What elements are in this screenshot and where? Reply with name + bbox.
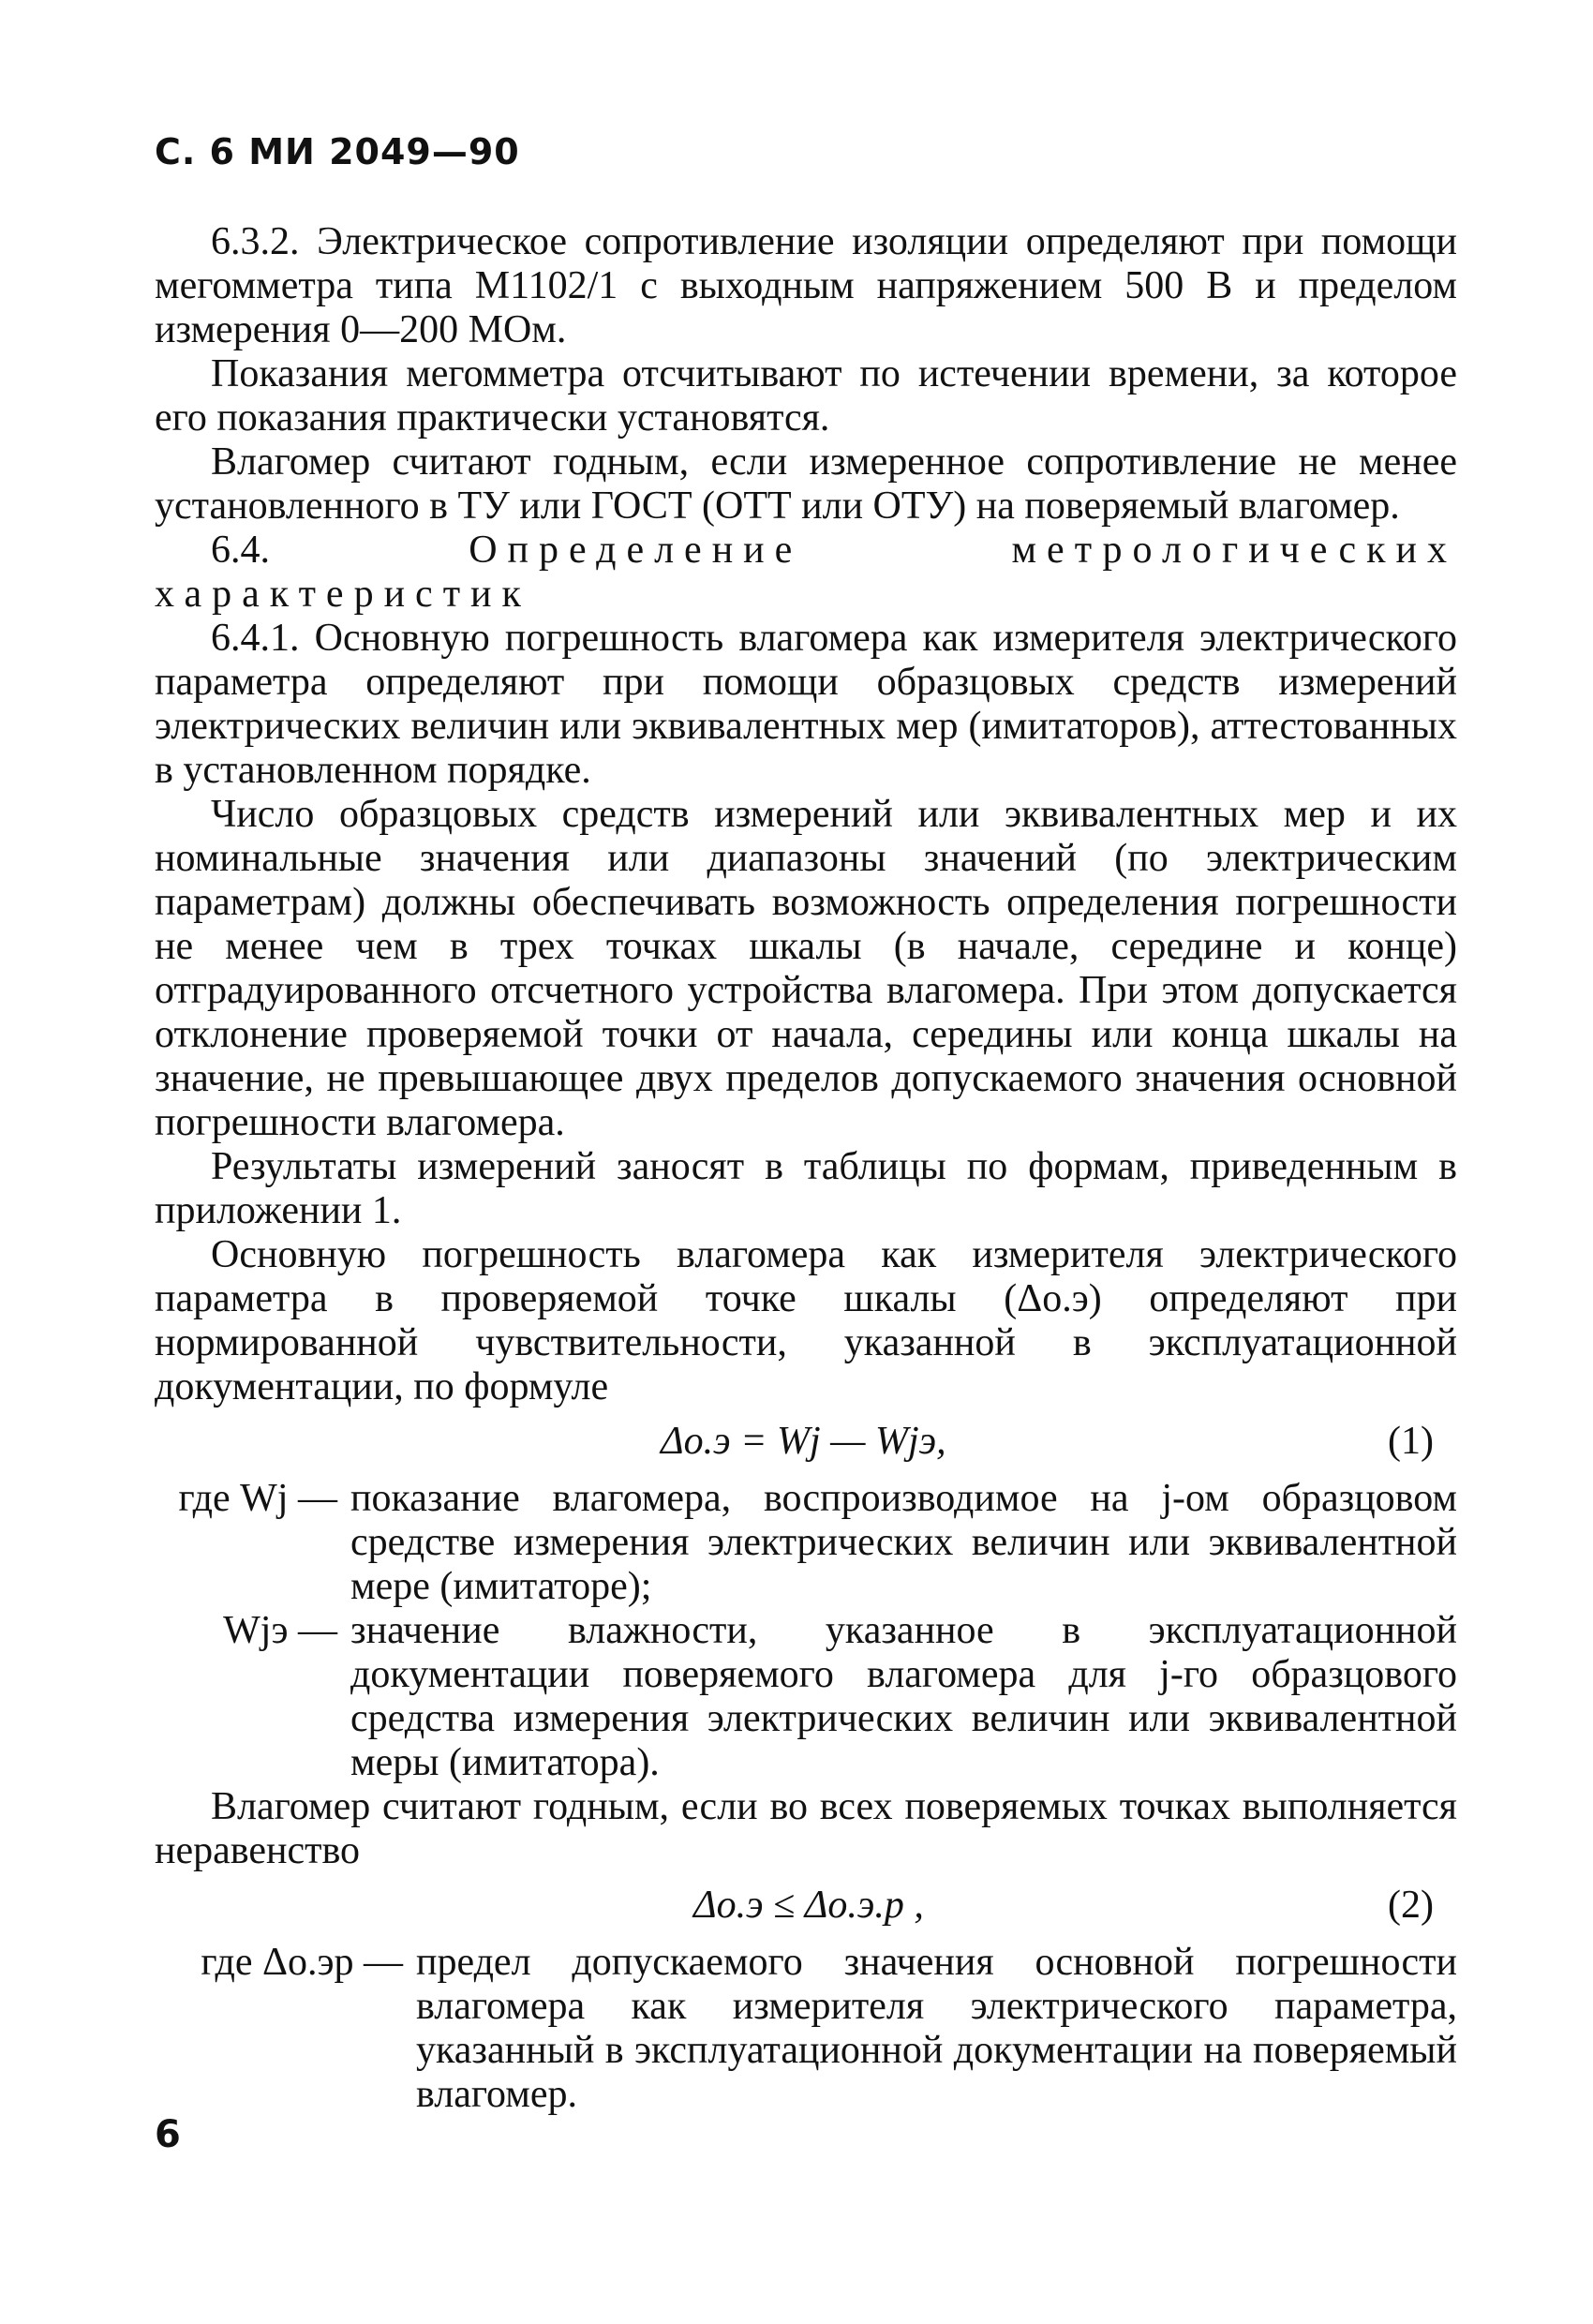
definition-wje-term: Wjэ — [223,1609,337,1652]
definition-delta-limit [155,1941,1457,2117]
paragraph-6-3-2: 6.3.2. Электрическое сопротивление изоляции определяют при помощи мегомметра типа М1102/1 с выходным напряжением 500 В и пределом измерения 0—200 МОм. [155,220,1457,351]
paragraph-acceptance-resistance: Влагомер считают годным, если измеренное сопротивление не менее установленного в ТУ или ГОСТ (ОТТ или ОТУ) на поверяемый влагомер. [155,440,1457,528]
definition-wj-text: показание влагомера, воспроизводимое на j-ом образцовом средстве измерения электрических величин или эквивалентной мере (имитаторе); [350,1477,1457,1608]
definition-wje [155,1609,1457,1785]
paragraph-megohmmeter-readings: Показания мегомметра отсчитывают по истечении времени, за которое его показания практически установятся. [155,352,1457,439]
formula-1-expression: Δо.э = Wj — Wjэ, [661,1420,946,1463]
definition-wj-term: где Wj — [178,1477,337,1520]
page-body [155,220,1457,2117]
formula-2-number: (2) [1388,1884,1434,1927]
formula-2 [155,1877,1457,1933]
formula-2-expression: Δо.э ≤ Δо.э.р , [693,1884,924,1927]
definition-delta-limit-term: где Δо.эр — [201,1941,403,1984]
paragraph-acceptance-inequality: Влагомер считают годным, если во всех поверяемых точках выполняется неравенство [155,1785,1457,1872]
formula-1 [155,1413,1457,1469]
section-number: 6.4. [211,529,270,572]
formula-1-definitions [155,1477,1457,1785]
formula-2-definitions [155,1941,1457,2117]
definition-wje-text: значение влажности, указанное в эксплуатационной документации поверяемого влагомера для j-го образцового средства измерения электрических величин или эквивалентной меры (имитатора). [350,1609,1457,1784]
definition-wj [155,1477,1457,1609]
formula-1-number: (1) [1388,1420,1434,1463]
section-heading-6-4 [155,529,1457,617]
section-title: Определение метрологических характеристик [155,529,1457,616]
definition-delta-limit-text: предел допускаемого значения основной погрешности влагомера как измерителя электрического параметра, указанный в эксплуатационной документации на поверяемый влагомер. [416,1941,1457,2116]
paragraph-basic-error: Основную погрешность влагомера как измерителя электрического параметра в проверяемой точке шкалы (Δо.э) определяют при нормированной чувствительности, указанной в эксплуатационной документации, по формуле [155,1233,1457,1408]
paragraph-results-tables: Результаты измерений заносят в таблицы по формам, приведенным в приложении 1. [155,1145,1457,1232]
page-header: С. 6 МИ 2049—90 [155,131,520,172]
page-number: 6 [155,2113,181,2156]
paragraph-reference-means: Число образцовых средств измерений или эквивалентных мер и их номинальные значения или диапазоны значений (по электрическим параметрам) должны обеспечивать возможность определения погрешности не менее чем в трех точках шкалы (в начале, середине и конце) отградуированного отсчетного устройства влагомера. При этом допускается отклонение проверяемой точки от начала, середины или конца шкалы на значение, не превышающее двух пределов допускаемого значения основной погрешности влагомера. [155,793,1457,1144]
paragraph-6-4-1: 6.4.1. Основную погрешность влагомера как измерителя электрического параметра определяют при помощи образцовых средств измерений электрических величин или эквивалентных мер (имитаторов), аттестованных в установленном порядке. [155,617,1457,792]
